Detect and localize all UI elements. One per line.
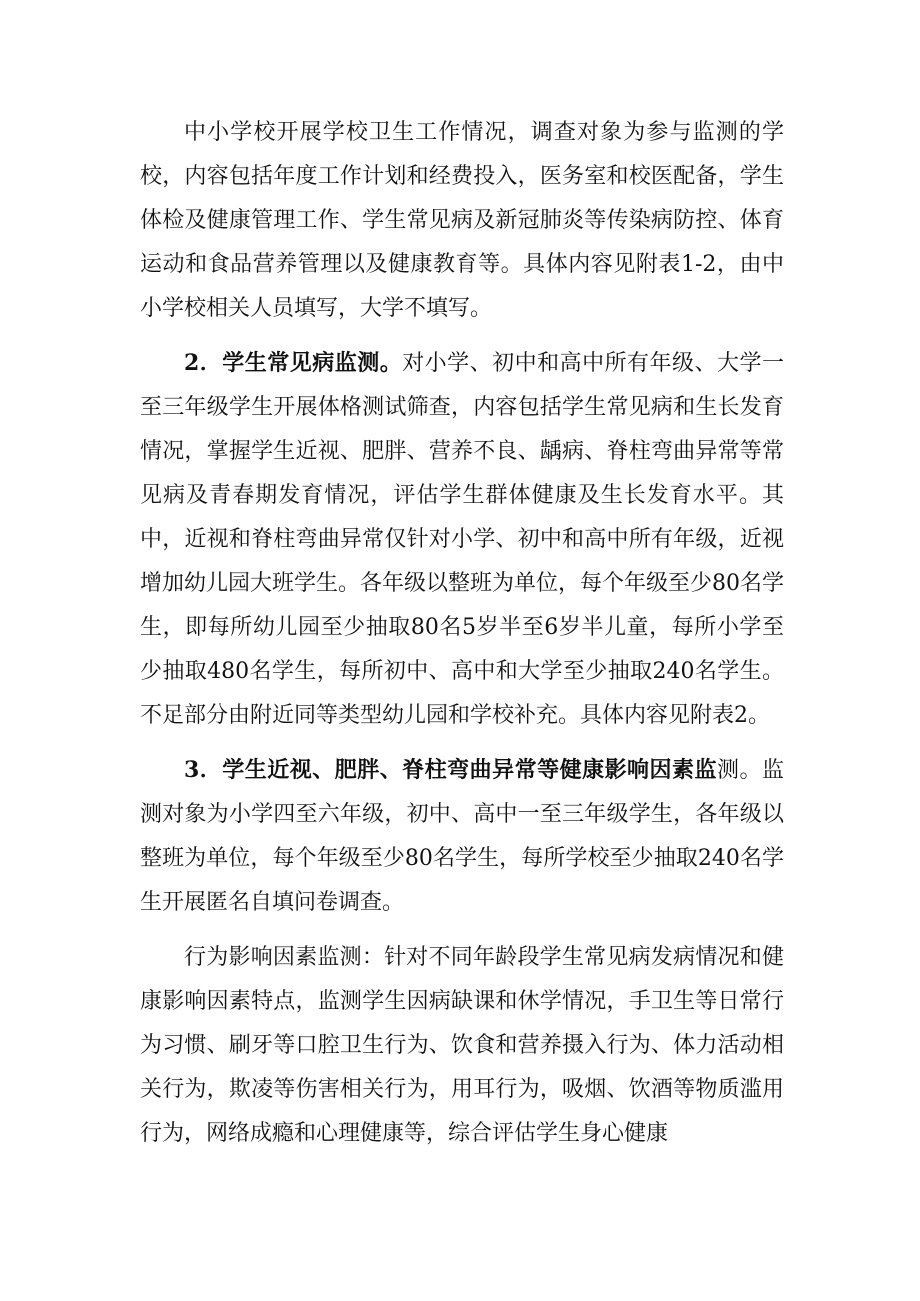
- section-heading-3: 3．学生近视、肥胖、脊柱弯曲异常等健康影响因素监: [184, 757, 718, 783]
- paragraph-school-hygiene: [140, 110, 784, 331]
- paragraph-health-factor-monitoring: [140, 748, 784, 925]
- paragraph-text: 中小学校开展学校卫生工作情况，调查对象为参与监测的学校，内容包括年度工作计划和经费投入，医务室和校医配备，学生体检及健康管理工作、学生常见病及新冠肺炎等传染病防控、体育运动和食品营养管理以及健康教育等。具体内容见附表1-2，由中小学校相关人员填写，大学不填写。: [140, 120, 784, 321]
- paragraph-text: 行为影响因素监测：针对不同年龄段学生常见病发病情况和健康影响因素特点，监测学生因病缺课和休学情况，手卫生等日常行为习惯、刷牙等口腔卫生行为、饮食和营养摄入行为、体力活动相关行为，欺凌等伤害相关行为，用耳行为，吸烟、饮酒等物质滥用行为，网络成瘾和心理健康等，综合评估学生身心健康: [140, 945, 784, 1146]
- paragraph-behavior-factor-monitoring: [140, 935, 784, 1156]
- section-heading-2: 2．学生常见病监测。: [184, 350, 403, 376]
- paragraph-text: 对小学、初中和高中所有年级、大学一至三年级学生开展体格测试筛查，内容包括学生常见病和生长发育情况，掌握学生近视、肥胖、营养不良、龋病、脊柱弯曲异常等常见病及青春期发育情况，评估学生群体健康及生长发育水平。其中，近视和脊柱弯曲异常仅针对小学、初中和高中所有年级，近视增加幼儿园大班学生。各年级以整班为单位，每个年级至少80名学生，即每所幼儿园至少抽取80名5岁半至6岁半儿童，每所小学至少抽取480名学生，每所初中、高中和大学至少抽取240名学生。不足部分由附近同等类型幼儿园和学校补充。具体内容见附表2。: [140, 351, 784, 728]
- paragraph-common-disease-monitoring: [140, 341, 784, 738]
- document-body: [140, 110, 784, 1166]
- paragraph-text: 测。监测对象为小学四至六年级，初中、高中一至三年级学生，各年级以整班为单位，每个年级至少80名学生，每所学校至少抽取240名学生开展匿名自填问卷调查。: [140, 758, 784, 915]
